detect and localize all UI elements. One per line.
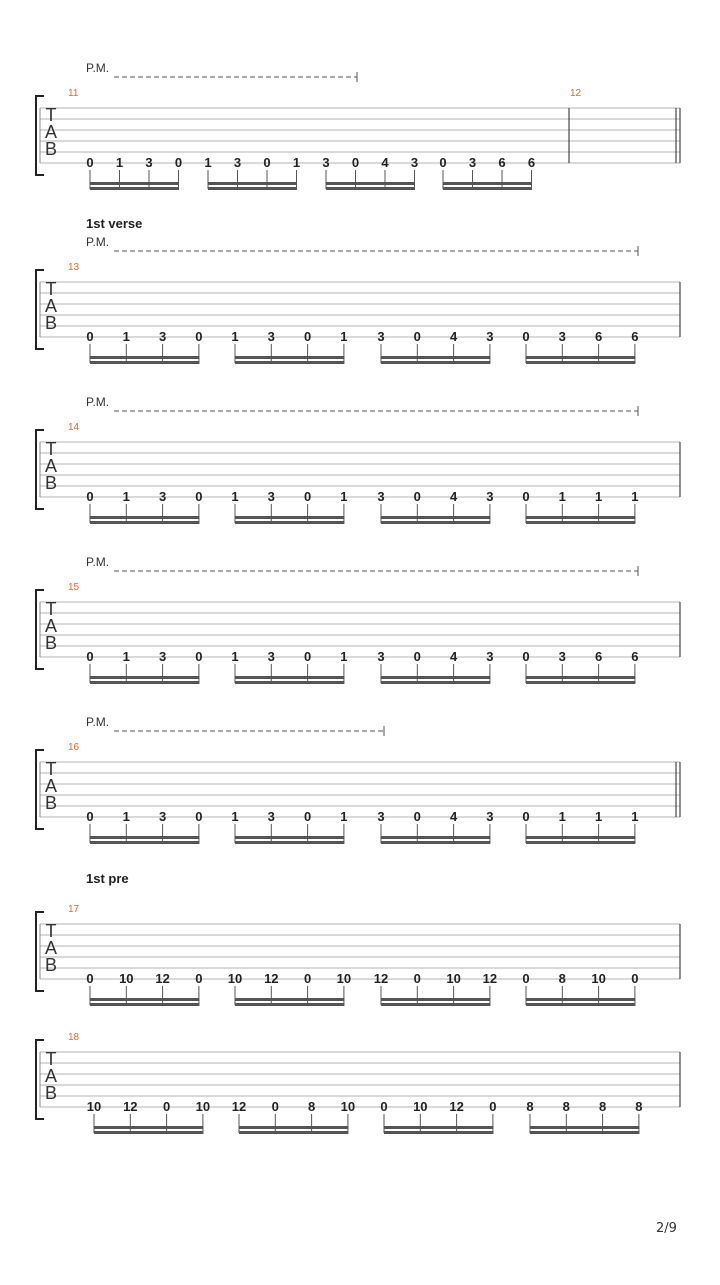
fret-number: 0: [351, 155, 360, 170]
fret-number: 3: [486, 649, 494, 664]
fret-number: 4: [449, 489, 458, 504]
beam-secondary: [381, 841, 490, 844]
beam-secondary: [90, 361, 199, 364]
fret-number: 0: [174, 155, 183, 170]
fret-number: 0: [413, 971, 421, 986]
fret-number: 3: [468, 155, 477, 170]
beam-secondary: [235, 841, 344, 844]
tab-clef-letter: A: [44, 776, 58, 796]
beam-primary: [526, 998, 635, 1001]
fret-number: 3: [377, 649, 385, 664]
fret-number: 12: [264, 971, 279, 986]
measure-number: 12: [570, 88, 582, 99]
fret-number: 10: [227, 971, 243, 986]
fret-number: 8: [526, 1099, 534, 1114]
fret-number: 0: [86, 649, 94, 664]
beam-primary: [90, 516, 199, 519]
tab-clef-letter: B: [44, 473, 58, 493]
fret-number: 3: [267, 489, 275, 504]
tab-clef-letter: T: [45, 759, 57, 779]
tab-clef-letter: A: [44, 1066, 58, 1086]
beam-secondary: [235, 521, 344, 524]
section-label: 1st pre: [86, 871, 129, 886]
fret-number: 0: [303, 489, 312, 504]
beam-secondary: [94, 1131, 203, 1134]
beam-secondary: [235, 361, 344, 364]
fret-number: 1: [115, 155, 124, 170]
fret-number: 1: [204, 155, 212, 170]
fret-number: 0: [522, 809, 530, 824]
beam-secondary: [526, 681, 635, 684]
beam-secondary: [90, 187, 179, 190]
measure-number: 13: [68, 262, 80, 273]
palm-mute-label: P.M.: [86, 395, 110, 409]
fret-number: 1: [340, 649, 348, 664]
tab-system: [36, 61, 680, 190]
tab-clef-letter: A: [44, 296, 58, 316]
fret-number: 0: [380, 1099, 388, 1114]
beam-secondary: [326, 187, 415, 190]
tab-clef-letter: T: [45, 921, 57, 941]
beam-primary: [235, 356, 344, 359]
page-number: 2/9: [656, 1221, 677, 1236]
fret-number: 4: [449, 329, 458, 344]
fret-number: 10: [591, 971, 606, 986]
fret-number: 0: [522, 971, 530, 986]
tab-system: [36, 1032, 680, 1134]
fret-number: 12: [231, 1099, 247, 1114]
fret-number: 4: [449, 809, 458, 824]
fret-number: 1: [558, 489, 566, 504]
fret-number: 4: [381, 155, 389, 170]
fret-number: 3: [145, 155, 153, 170]
measure-number: 14: [68, 422, 80, 433]
fret-number: 0: [86, 329, 94, 344]
beam-secondary: [235, 681, 344, 684]
tab-clef-letter: A: [44, 456, 58, 476]
beam-secondary: [526, 1003, 635, 1006]
fret-number: 10: [336, 971, 352, 986]
fret-number: 0: [263, 155, 271, 170]
fret-number: 1: [631, 489, 639, 504]
fret-number: 3: [158, 329, 167, 344]
measure-number: 18: [68, 1032, 80, 1043]
beam-primary: [530, 1126, 639, 1129]
tab-clef-letter: T: [45, 439, 57, 459]
fret-number: 8: [562, 1099, 570, 1114]
tab-system: [36, 715, 680, 844]
tab-clef-letter: B: [44, 633, 58, 653]
fret-number: 0: [413, 649, 421, 664]
tab-clef-letter: B: [44, 793, 58, 813]
fret-number: 1: [631, 809, 639, 824]
palm-mute-label: P.M.: [86, 61, 110, 75]
fret-number: 1: [340, 489, 348, 504]
beam-primary: [235, 836, 344, 839]
fret-number: 6: [594, 329, 603, 344]
fret-number: 3: [486, 809, 494, 824]
beam-secondary: [90, 521, 199, 524]
beam-primary: [526, 676, 635, 679]
fret-number: 1: [231, 649, 239, 664]
beam-primary: [526, 356, 635, 359]
fret-number: 3: [486, 329, 494, 344]
tab-system: [36, 395, 680, 524]
fret-number: 4: [449, 649, 458, 664]
beam-secondary: [526, 841, 635, 844]
tab-clef-letter: T: [45, 599, 57, 619]
tab-system: [36, 555, 680, 684]
fret-number: 3: [410, 155, 419, 170]
fret-number: 3: [267, 649, 275, 664]
beam-secondary: [384, 1131, 493, 1134]
tab-clef-letter: A: [44, 938, 58, 958]
fret-number: 1: [558, 809, 566, 824]
beam-primary: [443, 182, 532, 185]
tab-clef-letter: A: [44, 122, 58, 142]
tab-clef-letter: B: [44, 313, 58, 333]
beam-primary: [381, 356, 490, 359]
fret-number: 1: [122, 489, 130, 504]
tab-clef-letter: T: [45, 1049, 57, 1069]
beam-secondary: [90, 681, 199, 684]
beam-secondary: [381, 361, 490, 364]
tab-system: [36, 871, 680, 1006]
fret-number: 10: [446, 971, 461, 986]
fret-number: 1: [122, 329, 130, 344]
tab-clef-letter: T: [45, 279, 57, 299]
beam-primary: [235, 998, 344, 1001]
beam-primary: [90, 182, 179, 185]
fret-number: 1: [340, 809, 348, 824]
fret-number: 0: [522, 649, 530, 664]
beam-secondary: [239, 1131, 348, 1134]
fret-number: 3: [377, 329, 385, 344]
tab-system: [36, 216, 680, 364]
fret-number: 1: [340, 329, 348, 344]
fret-number: 1: [292, 155, 301, 170]
tab-clef-letter: T: [45, 105, 57, 125]
fret-number: 0: [413, 809, 421, 824]
fret-number: 12: [123, 1099, 138, 1114]
fret-number: 12: [155, 971, 170, 986]
fret-number: 0: [303, 329, 312, 344]
fret-number: 1: [122, 649, 130, 664]
beam-primary: [90, 998, 199, 1001]
fret-number: 0: [489, 1099, 497, 1114]
beam-primary: [526, 516, 635, 519]
fret-number: 6: [527, 155, 536, 170]
beam-primary: [526, 836, 635, 839]
fret-number: 1: [594, 489, 603, 504]
fret-number: 0: [195, 971, 203, 986]
fret-number: 3: [377, 489, 385, 504]
beam-primary: [384, 1126, 493, 1129]
fret-number: 0: [271, 1099, 279, 1114]
tab-clef-letter: A: [44, 616, 58, 636]
beam-secondary: [90, 841, 199, 844]
measure-number: 11: [68, 88, 79, 99]
beam-primary: [326, 182, 415, 185]
beam-primary: [208, 182, 297, 185]
beam-primary: [90, 836, 199, 839]
fret-number: 0: [195, 329, 203, 344]
fret-number: 12: [449, 1099, 464, 1114]
measure-number: 15: [68, 582, 80, 593]
fret-number: 3: [158, 809, 167, 824]
fret-number: 12: [373, 971, 389, 986]
fret-number: 8: [635, 1099, 643, 1114]
fret-number: 3: [486, 489, 494, 504]
tab-clef-letter: B: [44, 955, 58, 975]
fret-number: 0: [303, 649, 312, 664]
beam-secondary: [443, 187, 532, 190]
fret-number: 3: [233, 155, 242, 170]
beam-primary: [90, 356, 199, 359]
beam-secondary: [381, 521, 490, 524]
fret-number: 6: [631, 649, 639, 664]
fret-number: 0: [522, 489, 530, 504]
fret-number: 0: [86, 489, 94, 504]
tab-clef-letter: B: [44, 139, 58, 159]
fret-number: 8: [307, 1099, 316, 1114]
measure-number: 17: [68, 904, 80, 915]
fret-number: 0: [195, 809, 203, 824]
beam-secondary: [526, 361, 635, 364]
section-label: 1st verse: [86, 216, 143, 231]
beam-secondary: [530, 1131, 639, 1134]
fret-number: 0: [303, 809, 312, 824]
beam-primary: [381, 676, 490, 679]
fret-number: 8: [598, 1099, 607, 1114]
fret-number: 0: [162, 1099, 171, 1114]
fret-number: 3: [558, 649, 566, 664]
fret-number: 10: [195, 1099, 211, 1114]
beam-secondary: [381, 681, 490, 684]
fret-number: 0: [86, 971, 94, 986]
beam-secondary: [208, 187, 297, 190]
fret-number: 3: [158, 649, 167, 664]
fret-number: 0: [413, 489, 421, 504]
fret-number: 6: [594, 649, 603, 664]
fret-number: 0: [195, 649, 203, 664]
beam-secondary: [90, 1003, 199, 1006]
fret-number: 1: [594, 809, 603, 824]
fret-number: 1: [231, 809, 239, 824]
fret-number: 6: [631, 329, 639, 344]
fret-number: 0: [303, 971, 312, 986]
fret-number: 10: [119, 971, 134, 986]
fret-number: 3: [267, 809, 275, 824]
fret-number: 0: [86, 809, 94, 824]
fret-number: 10: [340, 1099, 356, 1114]
beam-primary: [239, 1126, 348, 1129]
fret-number: 0: [439, 155, 447, 170]
fret-number: 1: [122, 809, 130, 824]
fret-number: 8: [558, 971, 566, 986]
palm-mute-label: P.M.: [86, 715, 110, 729]
fret-number: 10: [413, 1099, 428, 1114]
fret-number: 1: [231, 489, 239, 504]
beam-primary: [94, 1126, 203, 1129]
beam-primary: [90, 676, 199, 679]
beam-secondary: [381, 1003, 490, 1006]
measure-number: 16: [68, 742, 80, 753]
fret-number: 0: [86, 155, 94, 170]
beam-secondary: [235, 1003, 344, 1006]
fret-number: 12: [482, 971, 498, 986]
beam-primary: [381, 998, 490, 1001]
fret-number: 0: [413, 329, 421, 344]
fret-number: 3: [322, 155, 330, 170]
beam-primary: [381, 516, 490, 519]
fret-number: 1: [231, 329, 239, 344]
fret-number: 3: [267, 329, 275, 344]
fret-number: 3: [558, 329, 566, 344]
beam-primary: [235, 516, 344, 519]
fret-number: 3: [377, 809, 385, 824]
fret-number: 0: [631, 971, 639, 986]
fret-number: 10: [86, 1099, 102, 1114]
tab-clef-letter: B: [44, 1083, 58, 1103]
fret-number: 6: [498, 155, 506, 170]
fret-number: 3: [158, 489, 167, 504]
palm-mute-label: P.M.: [86, 235, 110, 249]
fret-number: 0: [522, 329, 530, 344]
fret-number: 0: [195, 489, 203, 504]
beam-primary: [381, 836, 490, 839]
palm-mute-label: P.M.: [86, 555, 110, 569]
beam-primary: [235, 676, 344, 679]
beam-secondary: [526, 521, 635, 524]
